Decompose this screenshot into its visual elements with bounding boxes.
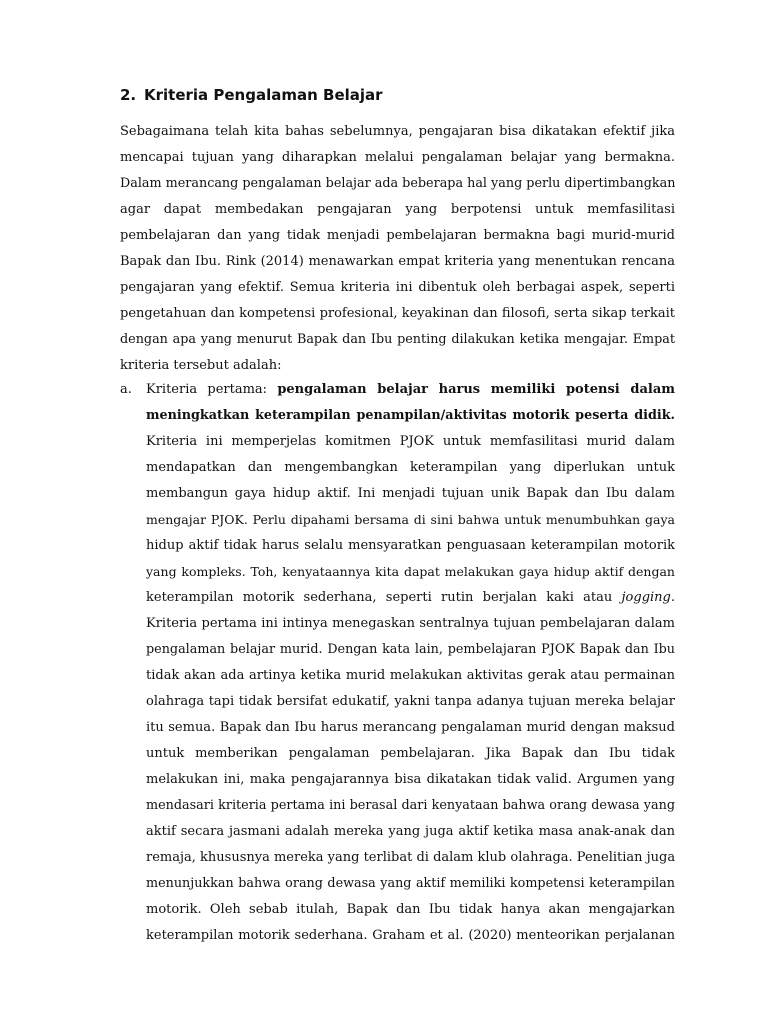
intro-line: Sebagaimana telah kita bahas sebelumnya, pengajaran bisa dikatakan efektif jika xyxy=(120,124,675,139)
item-lead: Kriteria pertama: xyxy=(146,382,268,397)
intro-line: pembelajaran dan yang tidak menjadi pembelajaran bermakna bagi murid-murid xyxy=(120,228,675,243)
item-line: tidak akan ada artinya ketika murid melakukan aktivitas gerak atau permainan xyxy=(146,668,675,683)
item-line: mendasari kriteria pertama ini berasal dari kenyataan bahwa orang dewasa yang xyxy=(146,798,675,813)
item-line: Kriteria pertama ini intinya menegaskan sentralnya tujuan pembelajaran dalam xyxy=(146,616,675,631)
item-line: aktif secara jasmani adalah mereka yang juga aktif ketika masa anak-anak dan xyxy=(146,824,675,839)
item-bold-text: pengalaman belajar harus memiliki potensi dalam xyxy=(277,382,675,397)
list-marker: a. xyxy=(120,382,132,397)
item-line: motorik. Oleh sebab itulah, Bapak dan Ibu tidak hanya akan mengajarkan xyxy=(146,902,675,917)
item-line: mendapatkan dan mengembangkan keterampilan yang diperlukan untuk xyxy=(146,460,675,475)
item-italic-text: jogging. xyxy=(621,590,675,605)
intro-line: pengetahuan dan kompetensi profesional, keyakinan dan filosofi, serta sikap terkait xyxy=(120,306,675,321)
intro-line: Dalam merancang pengalaman belajar ada beberapa hal yang perlu dipertimbangkan xyxy=(120,176,675,191)
item-line: membangun gaya hidup aktif. Ini menjadi tujuan unik Bapak dan Ibu dalam xyxy=(146,486,675,501)
item-line: menunjukkan bahwa orang dewasa yang aktif memiliki kompetensi keterampilan xyxy=(146,876,675,891)
intro-line: pengajaran yang efektif. Semua kriteria ini dibentuk oleh berbagai aspek, seperti xyxy=(120,280,675,295)
item-line: olahraga tapi tidak bersifat edukatif, yakni tanpa adanya tujuan mereka belajar xyxy=(146,694,675,709)
section-title: Kriteria Pengalaman Belajar xyxy=(144,86,383,104)
item-line: untuk memberikan pengalaman pembelajaran. Jika Bapak dan Ibu tidak xyxy=(146,746,675,761)
item-line: mengajar PJOK. Perlu dipahami bersama di sini bahwa untuk menumbuhkan gaya xyxy=(146,512,675,527)
item-line: keterampilan motorik sederhana. Graham et al. (2020) menteorikan perjalanan xyxy=(146,928,675,943)
intro-line: Bapak dan Ibu. Rink (2014) menawarkan empat kriteria yang menentukan rencana xyxy=(120,254,675,269)
item-line: pengalaman belajar murid. Dengan kata lain, pembelajaran PJOK Bapak dan Ibu xyxy=(146,642,675,657)
section-heading xyxy=(120,86,383,104)
item-line: remaja, khususnya mereka yang terlibat di dalam klub olahraga. Penelitian juga xyxy=(146,850,675,865)
item-line xyxy=(146,403,675,429)
item-line: itu semua. Bapak dan Ibu harus merancang pengalaman murid dengan maksud xyxy=(146,720,675,735)
intro-line: dengan apa yang menurut Bapak dan Ibu penting dilakukan ketika mengajar. Empat xyxy=(120,332,675,347)
intro-line: kriteria tersebut adalah: xyxy=(120,358,282,373)
item-text: keterampilan motorik sederhana, seperti rutin berjalan kaki atau xyxy=(146,590,613,605)
item-line: Kriteria ini memperjelas komitmen PJOK untuk memfasilitasi murid dalam xyxy=(146,434,675,449)
item-line xyxy=(146,585,675,611)
section-number: 2. xyxy=(120,86,137,104)
item-line: hidup aktif tidak harus selalu mensyaratkan penguasaan keterampilan motorik xyxy=(146,538,675,553)
item-line xyxy=(146,377,675,403)
intro-line: agar dapat membedakan pengajaran yang berpotensi untuk memfasilitasi xyxy=(120,202,675,217)
item-line: yang kompleks. Toh, kenyataannya kita dapat melakukan gaya hidup aktif dengan xyxy=(146,564,675,579)
item-bold-text: meningkatkan keterampilan penampilan/aktivitas motorik peserta didik. xyxy=(146,408,675,423)
item-line: melakukan ini, maka pengajarannya bisa dikatakan tidak valid. Argumen yang xyxy=(146,772,675,787)
intro-line: mencapai tujuan yang diharapkan melalui pengalaman belajar yang bermakna. xyxy=(120,150,675,165)
